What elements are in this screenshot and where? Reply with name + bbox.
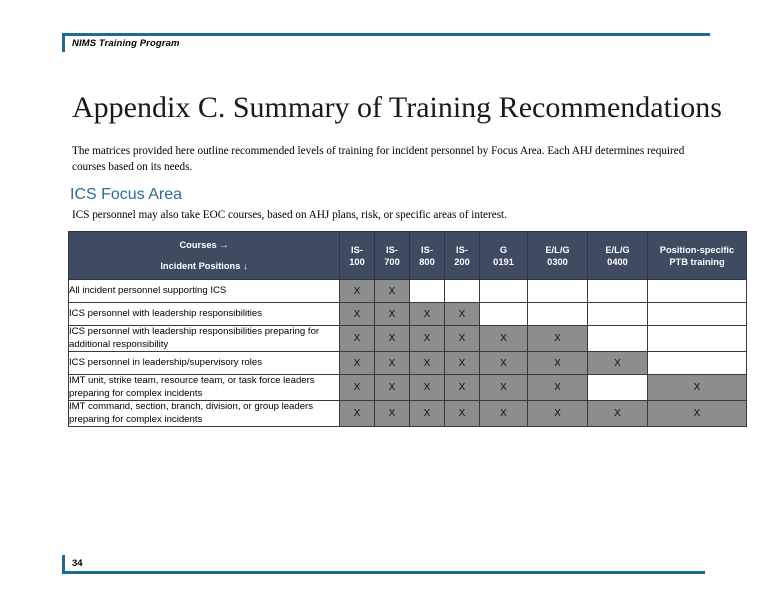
column-header-line2: 200 (454, 256, 470, 267)
matrix-cell (648, 326, 747, 352)
matrix-header-row (69, 232, 747, 280)
column-header-line2: 100 (349, 256, 365, 267)
matrix-cell: X (445, 401, 480, 427)
column-header-line1: IS- (456, 244, 468, 255)
matrix-cell: X (340, 303, 375, 326)
matrix-cell: X (648, 375, 747, 401)
matrix-cell: X (528, 401, 588, 427)
column-header-is-700 (375, 232, 410, 280)
matrix-cell (445, 280, 480, 303)
matrix-cell (480, 280, 528, 303)
column-header-is-800 (410, 232, 445, 280)
matrix-cell: X (410, 326, 445, 352)
matrix-cell: X (375, 375, 410, 401)
matrix-cell: X (480, 326, 528, 352)
matrix-body (69, 280, 747, 427)
training-recommendations-matrix (68, 231, 747, 427)
column-header-line2: 0191 (493, 256, 514, 267)
matrix-cell: X (375, 280, 410, 303)
matrix-cell: X (445, 326, 480, 352)
row-label: IMT command, section, branch, division, or group leaders preparing for complex incidents (69, 401, 340, 427)
page-number: 34 (72, 558, 83, 569)
matrix-cell (480, 303, 528, 326)
matrix-cell: X (410, 352, 445, 375)
matrix-cell (648, 303, 747, 326)
matrix-cell: X (445, 375, 480, 401)
matrix-cell (410, 280, 445, 303)
table-row (69, 401, 747, 427)
column-header-position-specific-ptb (648, 232, 747, 280)
footer-accent-tab (62, 555, 65, 574)
matrix-cell: X (445, 303, 480, 326)
page-footer (62, 552, 705, 574)
page-title: Appendix C. Summary of Training Recommendations (72, 91, 722, 125)
column-header-line1: G (499, 244, 508, 255)
matrix-cell: X (410, 303, 445, 326)
matrix-cell: X (588, 401, 648, 427)
running-head-text: NIMS Training Program (72, 38, 180, 49)
matrix-cell: X (340, 401, 375, 427)
row-label: ICS personnel with leadership responsibilities preparing for additional responsibility (69, 326, 340, 352)
matrix-cell (648, 352, 747, 375)
column-header-elg-0300 (528, 232, 588, 280)
matrix-cell: X (588, 352, 648, 375)
row-label: ICS personnel with leadership responsibilities (69, 303, 340, 326)
column-header-line2: PTB training (669, 256, 725, 267)
column-header-line2: 700 (384, 256, 400, 267)
section-note: ICS personnel may also take EOC courses, based on AHJ plans, risk, or specific areas of interest. (72, 209, 507, 222)
matrix-header-row-group (69, 232, 747, 280)
matrix-cell: X (528, 352, 588, 375)
matrix-cell: X (375, 303, 410, 326)
column-header-line1: Position-specific (659, 244, 735, 255)
column-header-line2: 0400 (607, 256, 628, 267)
column-header-line1: E/L/G (545, 244, 570, 255)
training-matrix-container (68, 231, 735, 427)
matrix-cell: X (410, 401, 445, 427)
matrix-cell: X (648, 401, 747, 427)
matrix-cell: X (375, 401, 410, 427)
row-label: ICS personnel in leadership/supervisory roles (69, 352, 340, 375)
matrix-cell (528, 280, 588, 303)
section-heading-ics-focus-area: ICS Focus Area (70, 186, 183, 204)
matrix-cell (588, 303, 648, 326)
column-header-line1: IS- (386, 244, 398, 255)
column-header-g-0191 (480, 232, 528, 280)
matrix-cell (588, 280, 648, 303)
matrix-cell: X (340, 326, 375, 352)
table-row (69, 303, 747, 326)
page-running-header (62, 33, 710, 55)
intro-paragraph: The matrices provided here outline recommended levels of training for incident personnel by Focus Area. Each AHJ determines required courses based on its needs. (72, 145, 685, 173)
column-header-line2: 800 (419, 256, 435, 267)
footer-rule (62, 571, 705, 574)
column-header-line1: IS- (421, 244, 433, 255)
matrix-cell: X (340, 352, 375, 375)
column-header-elg-0400 (588, 232, 648, 280)
matrix-cell: X (445, 352, 480, 375)
table-row (69, 326, 747, 352)
matrix-cell: X (528, 375, 588, 401)
matrix-cell (588, 326, 648, 352)
table-row (69, 352, 747, 375)
corner-courses-label: Courses → (179, 240, 229, 250)
matrix-cell (528, 303, 588, 326)
column-header-is-100 (340, 232, 375, 280)
corner-incident-positions-label: Incident Positions ↓ (160, 261, 248, 271)
matrix-cell: X (480, 401, 528, 427)
matrix-cell: X (528, 326, 588, 352)
matrix-cell: X (340, 280, 375, 303)
table-row (69, 280, 747, 303)
header-rule (62, 33, 710, 36)
matrix-cell: X (375, 352, 410, 375)
column-header-line1: E/L/G (605, 244, 630, 255)
row-label: IMT unit, strike team, resource team, or task force leaders preparing for complex incidents (69, 375, 340, 401)
table-row (69, 375, 747, 401)
matrix-cell: X (480, 352, 528, 375)
matrix-cell: X (375, 326, 410, 352)
matrix-cell: X (340, 375, 375, 401)
column-header-is-200 (445, 232, 480, 280)
column-header-line1: IS- (351, 244, 363, 255)
matrix-corner-header (69, 232, 340, 280)
column-header-line2: 0300 (547, 256, 568, 267)
matrix-cell: X (410, 375, 445, 401)
matrix-cell (648, 280, 747, 303)
header-accent-tab (62, 33, 65, 52)
row-label: All incident personnel supporting ICS (69, 280, 340, 303)
matrix-cell: X (480, 375, 528, 401)
matrix-cell (588, 375, 648, 401)
